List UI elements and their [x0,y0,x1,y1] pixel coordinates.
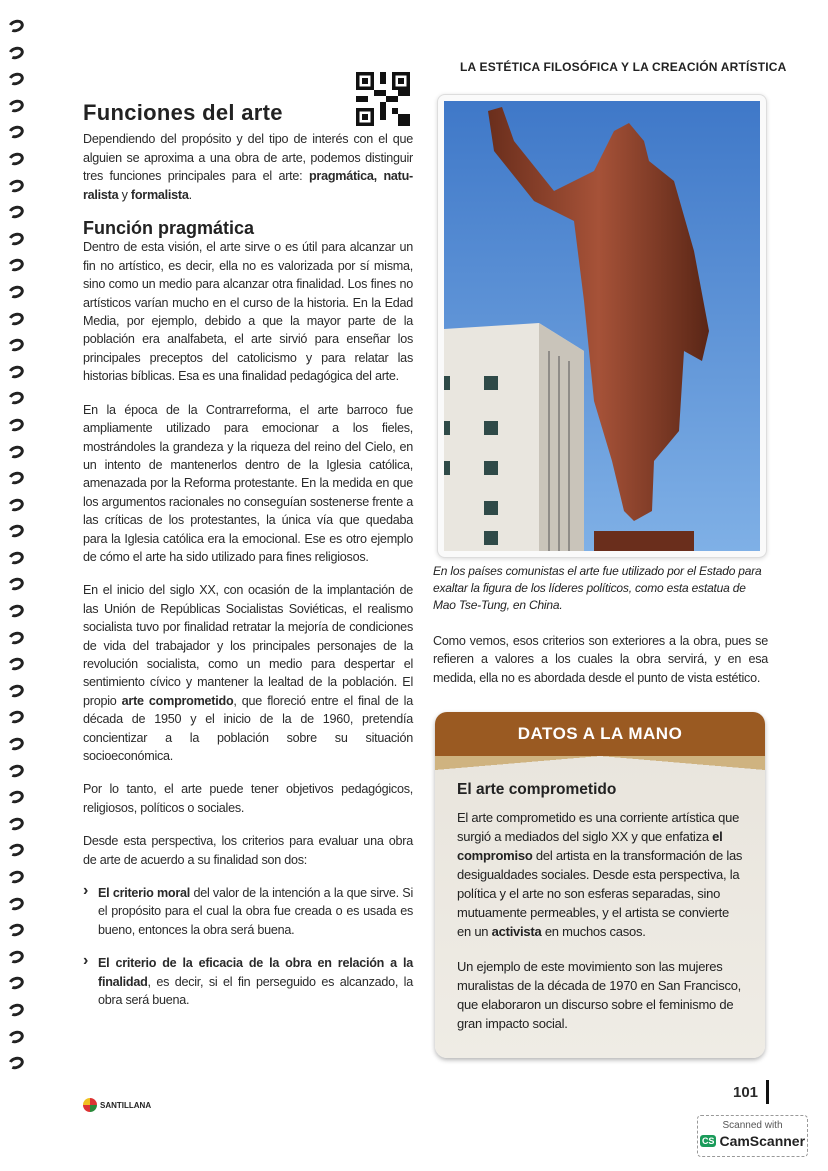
spiral-ring [6,682,25,699]
spiral-ring [6,71,25,88]
spiral-ring [6,470,25,487]
spiral-ring [6,18,25,35]
datos-a-la-mano-box [435,712,765,1058]
spiral-ring [6,151,25,168]
spiral-binding [8,20,30,1084]
photo-caption: En los países comunistas el arte fue utilizado por el Estado para exaltar la figura de los líderes políticos, como esta estatua de Mao Tse-Tung, en China. [433,564,762,612]
box-header: DATOS A LA MANO [435,712,765,756]
spiral-ring [6,97,25,114]
spiral-ring [6,762,25,779]
spiral-ring [6,1002,25,1019]
page-title: Funciones del arte [83,100,283,125]
spiral-ring [6,1055,25,1072]
list-item: › El criterio moral del valor de la intención a la que sirve. Si el propósito para el cual la obra fue creada o es usada es bueno, entonces la obra será buena. [83,884,413,939]
paragraph: Desde esta perspectiva, los criterios para evaluar una obra de arte de acuerdo a su finalidad son dos: [83,834,413,867]
spiral-ring [6,869,25,886]
spiral-ring [6,230,25,247]
spiral-ring [6,337,25,354]
paragraph: Como vemos, esos criterios son exteriores a la obra, pues se refieren a valores a los cuales la obra servirá, y en esa medida, ella no es abordada desde el punto de vista estético. [433,634,768,685]
spiral-ring [6,204,25,221]
spiral-ring [6,603,25,620]
running-header: LA ESTÉTICA FILOSÓFICA Y LA CREACIÓN ARTÍSTICA [460,60,787,74]
paragraph: Por lo tanto, el arte puede tener objetivos pedagógicos, religiosos, políticos o sociales. [83,782,413,815]
spiral-ring [6,284,25,301]
spiral-ring [6,310,25,327]
spiral-ring [6,44,25,61]
intro-paragraph: Dependiendo del propósito y del tipo de interés con el que alguien se aproxima a una obra de arte, podemos distinguir tres funciones principales para el arte: pragmática, natu-ralista y formalista. [83,132,414,202]
spiral-ring [6,629,25,646]
spiral-ring [6,257,25,274]
box-paragraph: Un ejemplo de este movimiento son las mujeres muralistas de la década de 1970 en San Francisco, que elaboraron un discurso sobre el feminismo de gran impacto social. [457,959,742,1031]
right-column [433,632,768,702]
spiral-ring [6,975,25,992]
mao-statue-photo [437,94,767,558]
box-paragraph: El arte comprometido es una corriente artística que surgió a mediados del siglo XX y que enfatiza el compromiso del artista en la transformación de las desigualdades sociales. Desde esta perspectiva, la política y el arte no son esferas separadas, sino mutuamente permeables, y el artista se convierte en un activista en muchos casos. [457,810,743,939]
spiral-ring [6,948,25,965]
spiral-ring [6,1028,25,1045]
left-column [83,100,413,1024]
spiral-ring [6,842,25,859]
spiral-ring [6,523,25,540]
spiral-ring [6,656,25,673]
paragraph: En el inicio del siglo XX, con ocasión de la implantación de las Unión de Repúblicas Socialistas Soviéticas, el realismo socialista tuvo por finalidad retratar la mejoría de condiciones de vida del trabajador y los principales personajes de la revolución socialista, como un medio para despertar el sentimiento cívico y mantener la lealtad de la población. El propio arte comprometido, que floreció entre el final de la década de 1950 y el inicio de la de 1960, pretendía concientizar a la población sobre su situación socioeconómica. [83,583,413,763]
spiral-ring [6,709,25,726]
list-item: › El criterio de la eficacia de la obra en relación a la finalidad, es decir, si el fin perseguido es alcanzado, la obra será buena. [83,954,413,1009]
spiral-ring [6,895,25,912]
page-number: 101 [733,1080,769,1104]
spiral-ring [6,736,25,753]
criteria-list [83,884,413,1009]
camscanner-watermark: Scanned with CS CamScanner [697,1115,808,1157]
spiral-ring [6,789,25,806]
spiral-ring [6,390,25,407]
santillana-logo-icon [83,1098,97,1112]
publisher-logo: SANTILLANA [83,1098,151,1112]
spiral-ring [6,124,25,141]
spiral-ring [6,363,25,380]
spiral-ring [6,550,25,567]
spiral-ring [6,496,25,513]
box-title: El arte comprometido [457,781,617,798]
spiral-ring [6,417,25,434]
camscanner-logo-icon: CS [701,1136,715,1146]
paragraph: Dentro de esta visión, el arte sirve o es útil para alcanzar un fin no artístico, es decir, ella no es valorizada por sí misma, sino como un medio para alcanzar otra finalidad. Los fines no artísticos varían mucho en el curso de la historia. En la Edad Media, por ejemplo, debido a que la mayor parte de la población era analfabeta, el arte sirvió para enseñar los principales preceptos del catolicismo y para relatar las historias bíblicas. Esa es una finalidad pedagógica del arte. [83,240,413,384]
spiral-ring [6,922,25,939]
spiral-ring [6,177,25,194]
section-heading: Función pragmática [83,218,255,239]
spiral-ring [6,576,25,593]
spiral-ring [6,443,25,460]
paragraph: En la época de la Contrarreforma, el arte barroco fue ampliamente utilizado para emocionar a los fieles, mostrándoles la grandeza y la riqueza del reino del Cielo, en un intento de mantenerlos dentro de la Iglesia católica, amenazada por la Reforma protestante. En la medida en que los argumentos racionales no conseguían sostenerse frente a las críticas de los protestantes, la única vía que quedaba para la Iglesia católica era la emocional. Ese es otro ejemplo de cómo el arte ha sido utilizado para fines religiosos. [83,402,413,564]
spiral-ring [6,815,25,832]
